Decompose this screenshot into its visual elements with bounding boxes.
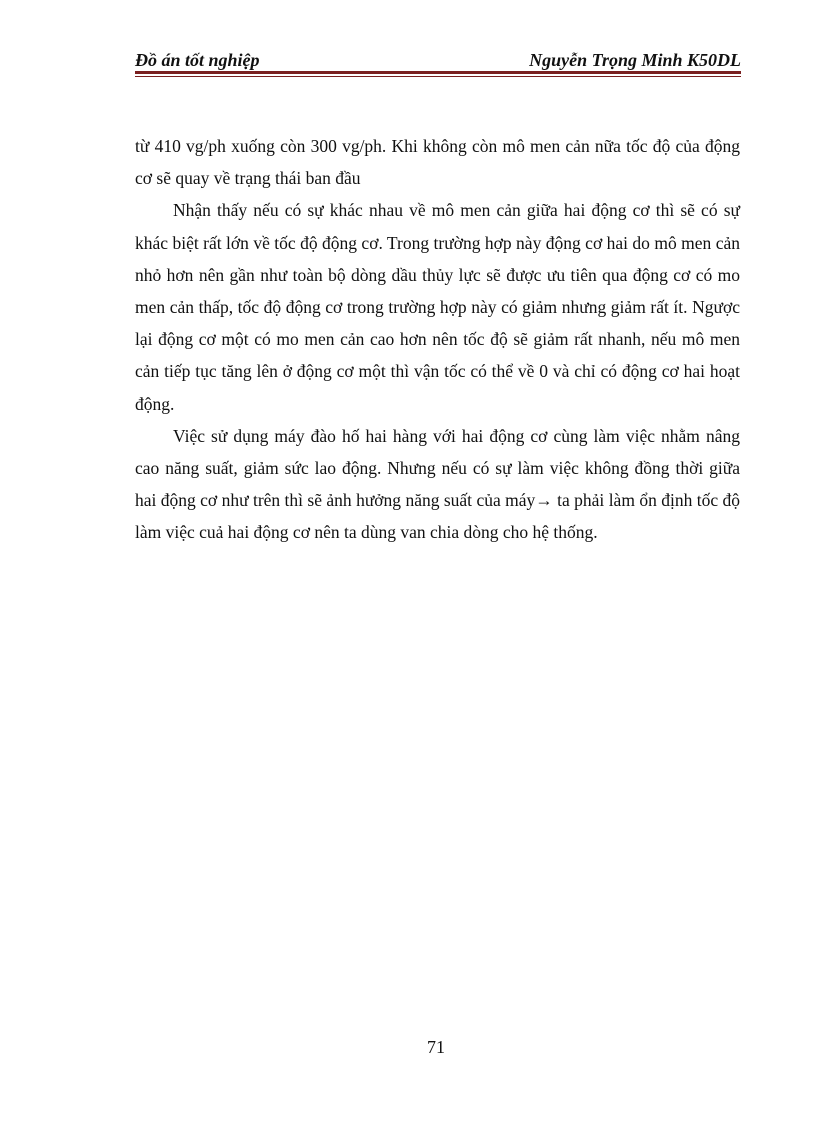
header-rule-thick: [135, 71, 741, 74]
page-number: 71: [427, 1037, 445, 1057]
author-name: Nguyễn Trọng Minh K50DL: [529, 50, 741, 70]
page-header: [135, 46, 741, 74]
document-title: Đồ án tốt nghiệp: [135, 50, 260, 70]
paragraph-continuation: từ 410 vg/ph xuống còn 300 vg/ph. Khi không còn mô men cản nữa tốc độ của động cơ sẽ quay về trạng thái ban đầu: [135, 136, 740, 189]
paragraph-flow-divider: Việc sử dụng máy đào hố hai hàng với hai động cơ cùng làm việc nhằm nâng cao năng suất, giảm sức lao động. Nhưng nếu có sự làm việc không đồng thời giữa hai động cơ như trên thì sẽ ảnh hưởng năng suất của máy→ ta phải làm ổn định tốc độ làm việc cuả hai động cơ nên ta dùng van chia dòng cho hệ thống.: [135, 425, 740, 543]
body-text: [135, 130, 740, 549]
paragraph-torque-difference: Nhận thấy nếu có sự khác nhau về mô men cản giữa hai động cơ thì sẽ có sự khác biệt rất lớn về tốc độ động cơ. Trong trường hợp này động cơ hai do mô men cản nhỏ hơn nên gần như toàn bộ dòng dầu thủy lực sẽ được ưu tiên qua động cơ có mo men cản thấp, tốc độ động cơ trong trường hợp này có giảm nhưng giảm rất ít. Ngược lại động cơ một có mo men cản cao hơn nên tốc độ sẽ giảm rất nhanh, nếu mô men cản tiếp tục tăng lên ở động cơ một thì vận tốc có thể về 0 và chỉ có động cơ hai hoạt động.: [135, 200, 740, 414]
header-rule-thin: [135, 76, 741, 77]
